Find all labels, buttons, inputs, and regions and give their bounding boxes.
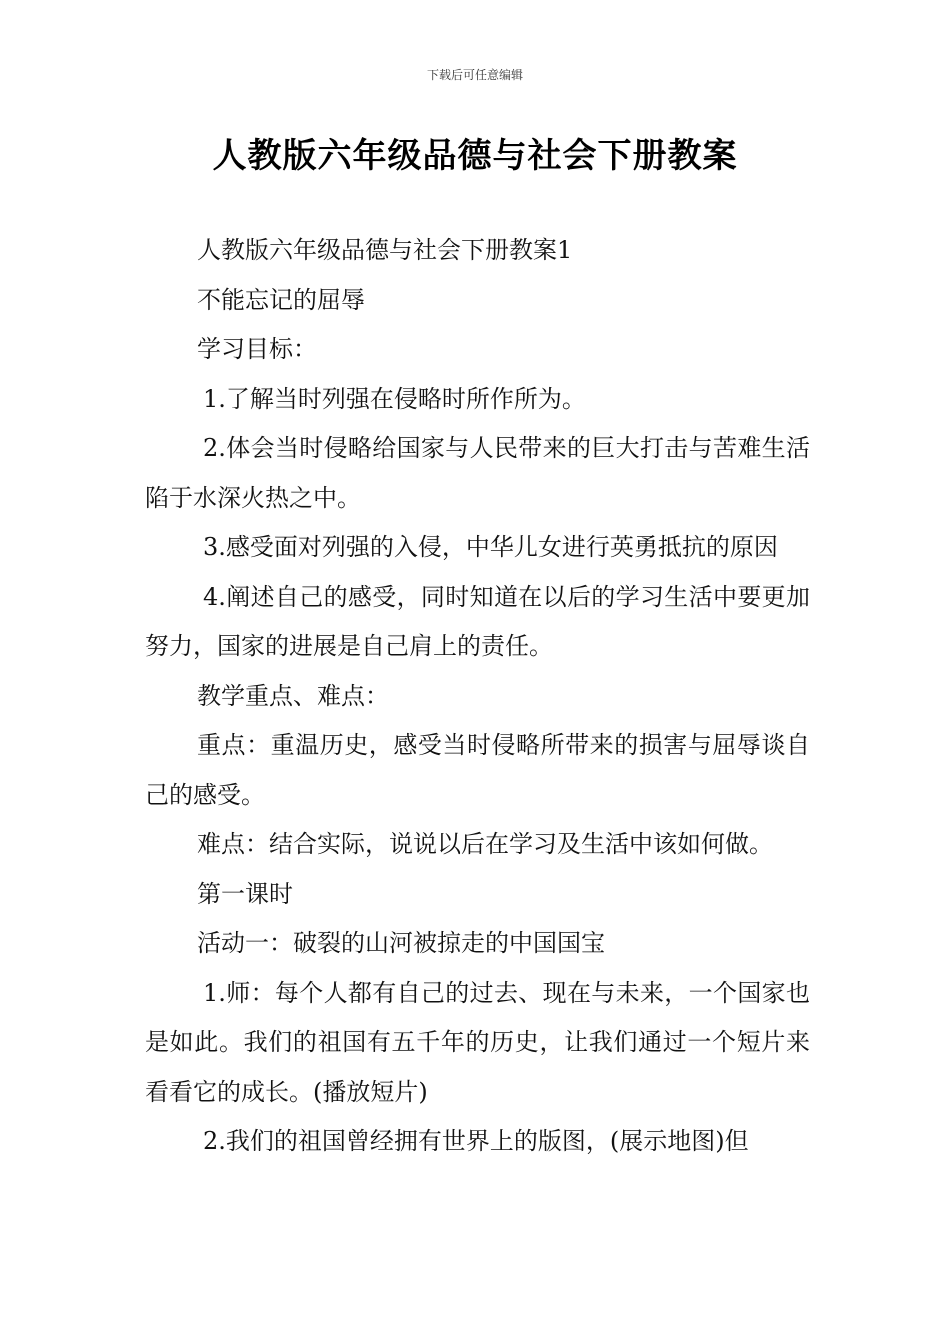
header-note: 下载后可任意编辑 <box>426 68 523 82</box>
document-title: 人教版六年级品德与社会下册教案 <box>212 136 738 176</box>
paragraph-objective-1: 1.了解当时列强在侵略时所作所为。 <box>203 384 586 413</box>
paragraph-first-lesson: 第一课时 <box>197 879 293 908</box>
paragraph-difficulty: 难点：结合实际，说说以后在学习及生活中该如何做。 <box>197 830 773 858</box>
paragraph-activity-1: 活动一：破裂的山河被掠走的中国国宝 <box>197 929 605 957</box>
document-body <box>145 226 810 1167</box>
paragraph-lesson-title: 不能忘记的屈辱 <box>197 285 365 314</box>
paragraph-activity-step-2: 2.我们的祖国曾经拥有世界上的版图，(展示地图)但 <box>203 1127 749 1155</box>
paragraph-objectives-heading: 学习目标： <box>197 335 317 363</box>
paragraph-activity-step-1: 1.师：每个人都有自己的过去、现在与未来，一个国家也是如此。我们的祖国有五千年的历史，让我们通过一个短片来看看它的成长。(播放短片) <box>145 978 810 1106</box>
paragraph-objective-3: 3.感受面对列强的入侵，中华儿女进行英勇抵抗的原因 <box>203 533 778 561</box>
paragraph-key-point: 重点：重温历史，感受当时侵略所带来的损害与屈辱谈自己的感受。 <box>145 731 810 809</box>
paragraph-objective-2: 2.体会当时侵略给国家与人民带来的巨大打击与苦难生活陷于水深火热之中。 <box>145 434 810 512</box>
paragraph-key-points-heading: 教学重点、难点： <box>197 681 389 710</box>
paragraph-lesson-heading: 人教版六年级品德与社会下册教案1 <box>197 236 573 264</box>
paragraph-objective-4: 4.阐述自己的感受，同时知道在以后的学习生活中要更加努力，国家的进展是自己肩上的责任。 <box>145 582 810 660</box>
